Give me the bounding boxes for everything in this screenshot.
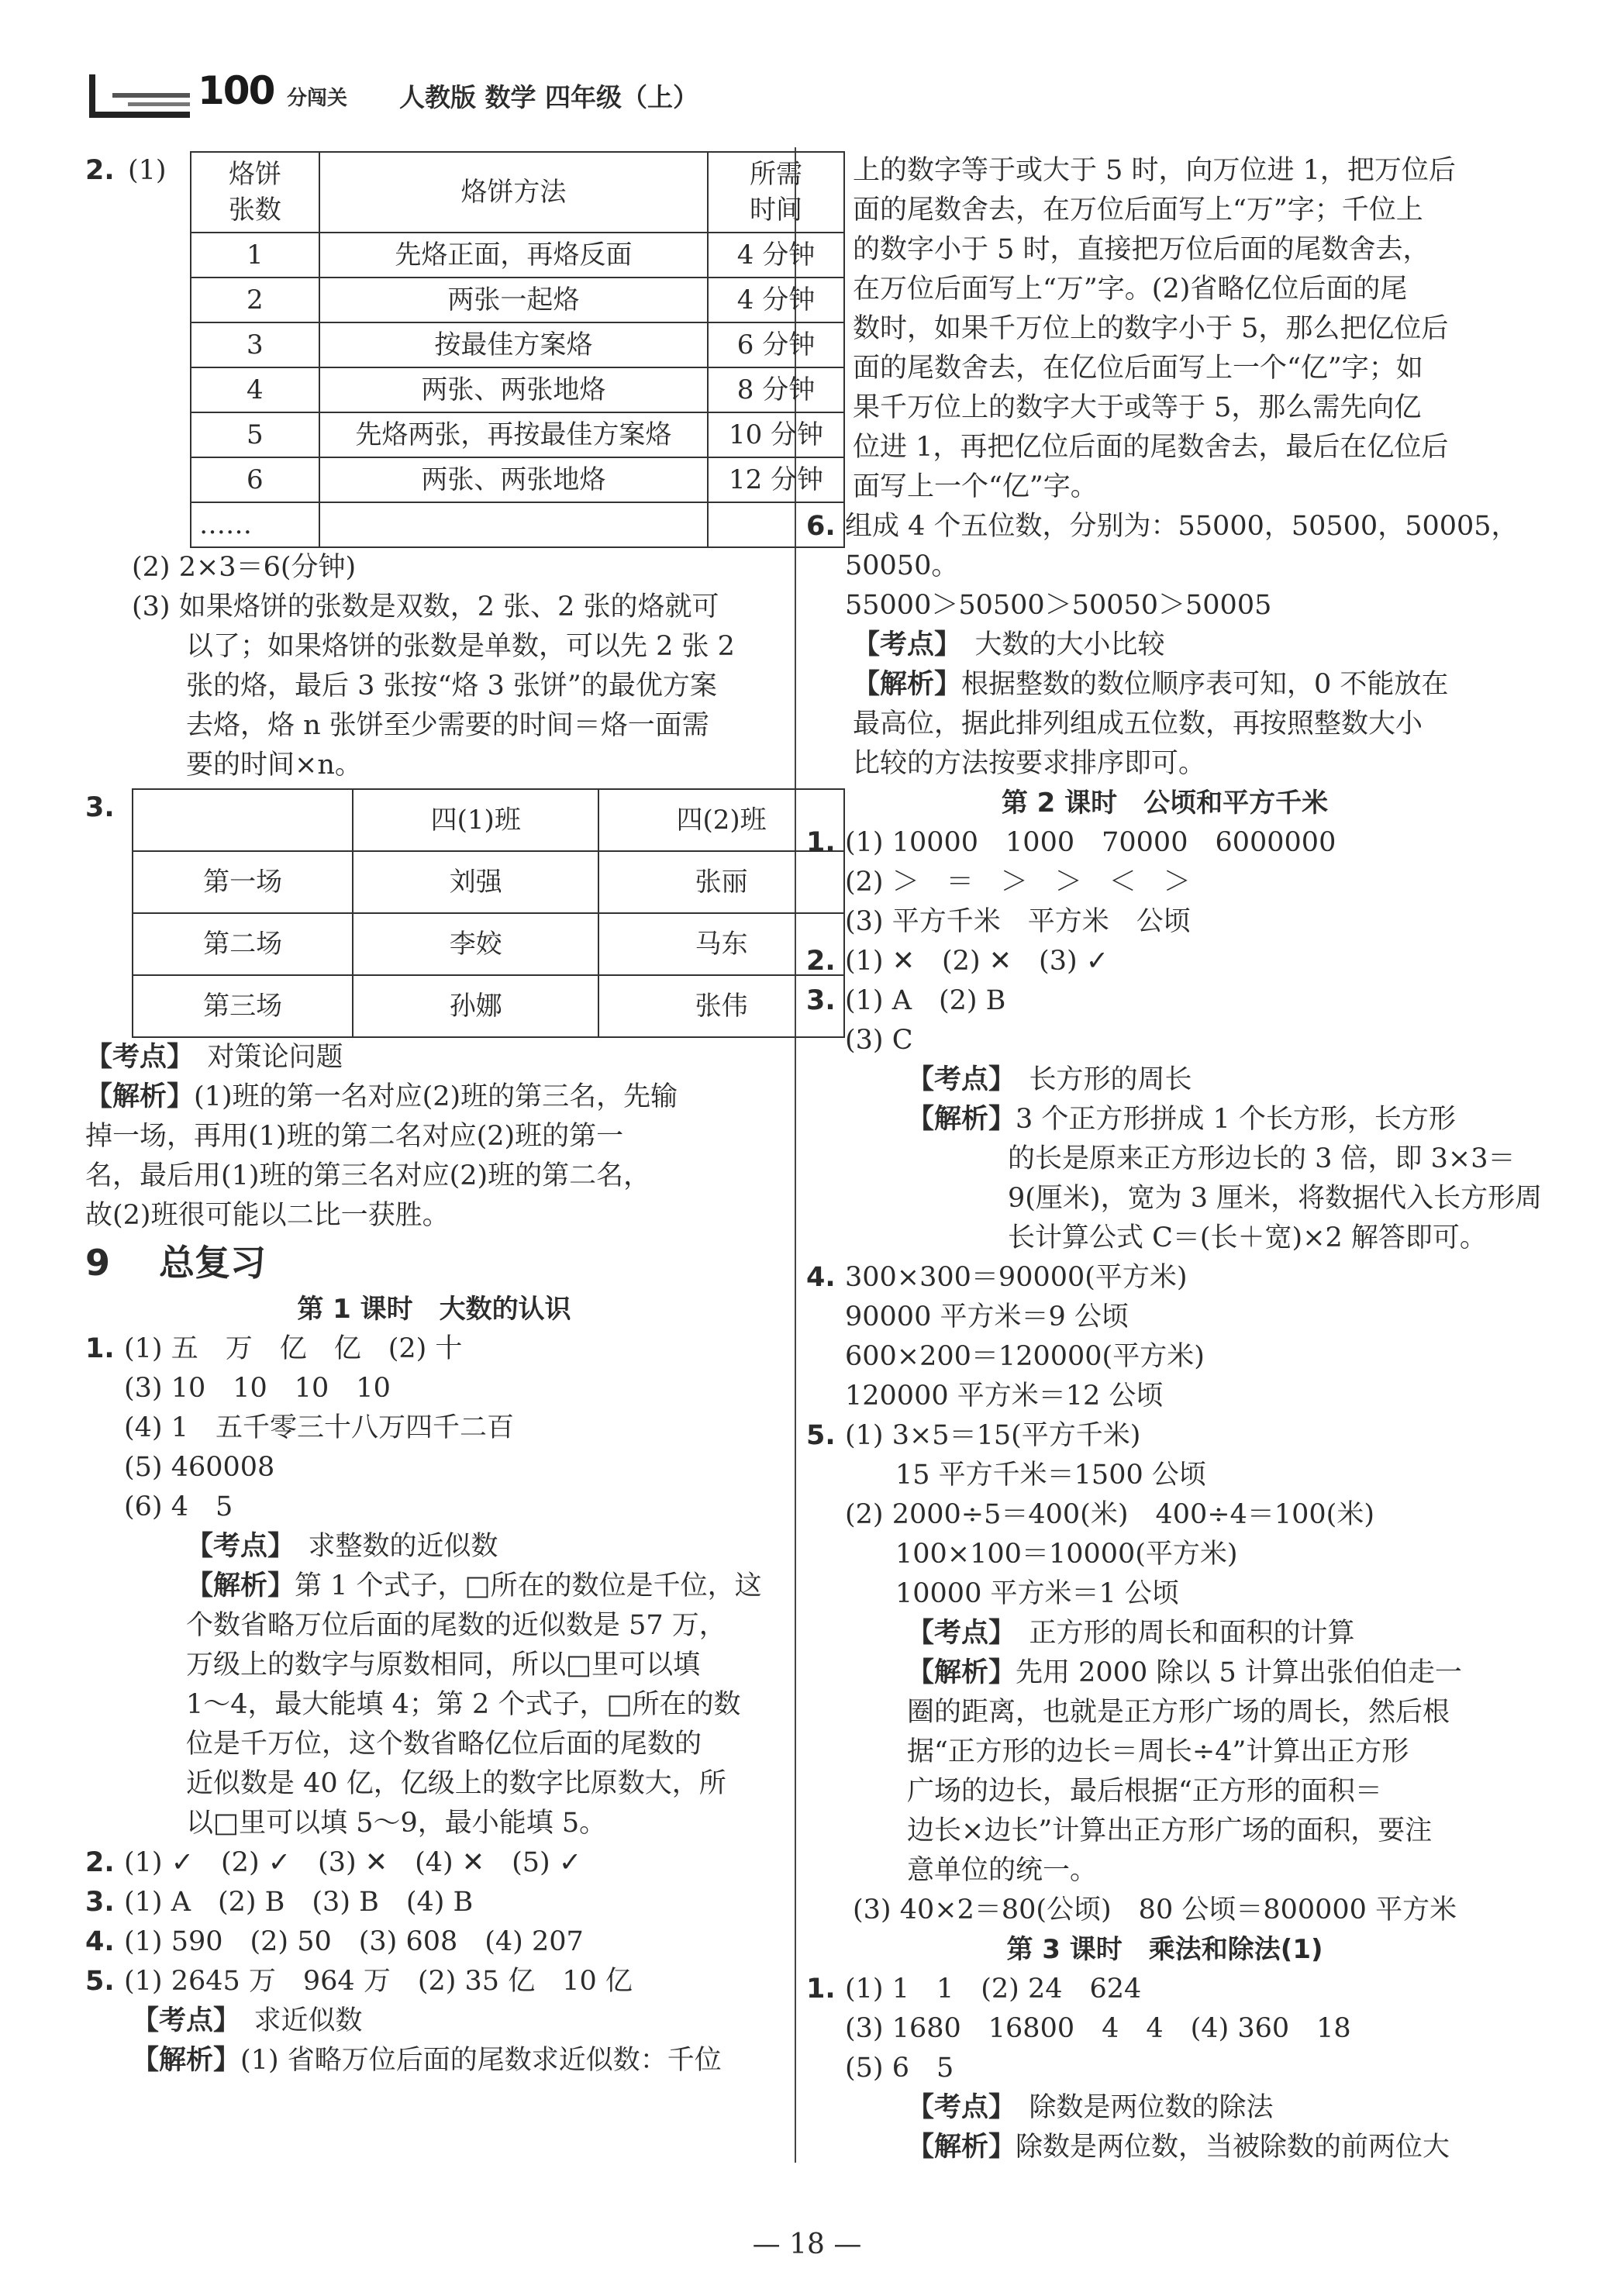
- answer-line: (6) 4 5: [124, 1491, 233, 1522]
- chapter-number: 9: [85, 1242, 111, 1284]
- jiexi-line: 万级上的数字与原数相同，所以□里可以填: [186, 1650, 701, 1681]
- table-cell: 刘强: [353, 851, 598, 913]
- jiexi-text: 根据整数的数位顺序表可知，0 不能放在: [961, 669, 1449, 700]
- table-cell: 5: [191, 412, 319, 457]
- jiexi-paragraph: [85, 1077, 783, 1236]
- table-cell: 8 分钟: [708, 367, 844, 412]
- kaodian-label: 【考点】: [186, 1531, 281, 1562]
- jiexi-label: 【解析】: [907, 1104, 1016, 1135]
- kaodian-label: 【考点】: [853, 629, 948, 660]
- jiexi-line: [806, 1653, 1523, 1693]
- jiexi-line: [85, 2041, 783, 2081]
- answer-line: 15 平方千米＝1500 公顷: [895, 1460, 1206, 1491]
- kaodian-label: 【考点】: [907, 2092, 1002, 2123]
- answer-line: [806, 823, 1523, 863]
- lesson1-q3: [85, 1883, 783, 1922]
- table-header-row: [191, 152, 844, 233]
- lesson-title: 第 2 课时 公顷和平方千米: [1001, 788, 1329, 819]
- table-header-cell: 四(1)班: [353, 789, 598, 851]
- answer-text: 300×300＝90000(平方米): [845, 1262, 1188, 1293]
- table-cell: 李姣: [353, 913, 598, 975]
- jiexi-line: [85, 1077, 783, 1117]
- kaodian-line: [85, 2001, 783, 2041]
- answer-line: (3) C: [845, 1025, 913, 1056]
- table-header-cell: 四(2)班: [598, 789, 844, 851]
- question-number: 6.: [806, 511, 836, 542]
- answer-line: [806, 1416, 1523, 1456]
- kaodian-line: [85, 1038, 783, 1077]
- jiexi-line: 以□里可以填 5～9，最小能填 5。: [186, 1808, 607, 1839]
- text-line: 面的尾数舍去，在万位后面写上“万”字；千位上: [853, 195, 1423, 226]
- answer-line: 600×200＝120000(平方米): [845, 1341, 1205, 1372]
- jiexi-line: 广场的边长，最后根据“正方形的面积＝: [907, 1776, 1382, 1807]
- left-column: [85, 151, 824, 2081]
- answer-line: 100×100＝10000(平方米): [895, 1539, 1238, 1570]
- jiexi-paragraph: [806, 1653, 1523, 1891]
- jiexi-line: 掉一场，再用(1)班的第二名对应(2)班的第一: [85, 1121, 624, 1152]
- jiexi-line: 据“正方形的边长＝周长÷4”计算出正方形: [907, 1736, 1409, 1767]
- question-number: 1.: [806, 827, 836, 858]
- kaodian-line: [85, 1527, 783, 1567]
- lesson-title: 第 1 课时 大数的认识: [297, 1294, 571, 1325]
- kaodian-label: 【考点】: [907, 1618, 1002, 1649]
- chapter-heading: [85, 1236, 783, 1290]
- lesson2-q1: [806, 823, 1523, 942]
- question-2: [85, 151, 824, 548]
- jiexi-line: 1～4，最大能填 4；第 2 个式子，□所在的数: [186, 1689, 741, 1720]
- table-row: [191, 322, 844, 367]
- kaodian-label: 【考点】: [85, 1042, 181, 1073]
- question-number: 1.: [85, 1333, 115, 1364]
- answer-line: 50050。: [845, 550, 959, 581]
- answer-line: 要的时间×n。: [186, 750, 362, 781]
- jiexi-line: 最高位，据此排列组成五位数，再按照整数大小: [853, 708, 1423, 739]
- table-cell: 按最佳方案烙: [319, 322, 708, 367]
- logo-subtitle: 分闯关: [287, 87, 348, 110]
- kaodian-label: 【考点】: [907, 1064, 1002, 1095]
- jiexi-line: 位是千万位，这个数省略亿位后面的尾数的: [186, 1729, 702, 1760]
- lesson1-q1: [85, 1329, 783, 1527]
- answer-text: (1) A (2) B (3) B (4) B: [124, 1887, 474, 1918]
- answer-text: (1) 1 1 (2) 24 624: [845, 1974, 1142, 2005]
- text-line: 果千万位上的数字大于或等于 5，那么需先向亿: [853, 392, 1422, 423]
- question-number: 5.: [85, 1966, 115, 1997]
- text-line: 面写上一个“亿”字。: [853, 471, 1098, 502]
- jiexi-line: 故(2)班很可能以二比一获胜。: [85, 1200, 450, 1231]
- jiexi-label: 【解析】: [907, 1657, 1016, 1688]
- question-number: 3.: [806, 985, 836, 1016]
- answer-line: (5) 6 5: [845, 2053, 954, 2084]
- answer-line: [806, 507, 1523, 546]
- question-number: 1.: [806, 1974, 836, 2005]
- table-cell: 4 分钟: [708, 233, 844, 278]
- text-line: 的数字小于 5 时，直接把万位后面的尾数舍去，: [853, 234, 1430, 265]
- kaodian-label: 【考点】: [132, 2005, 227, 2036]
- answer-line: 以了；如果烙饼的张数是单数，可以先 2 张 2: [186, 631, 735, 662]
- kaodian-text: 求整数的近似数: [308, 1531, 498, 1562]
- jiexi-text: 除数是两位数，当被除数的前两位大: [1016, 2132, 1450, 2163]
- answer-line: (3) 1680 16800 4 4 (4) 360 18: [845, 2013, 1351, 2044]
- kaodian-text: 除数是两位数的除法: [1029, 2092, 1274, 2123]
- text-line: 上的数字等于或大于 5 时，向万位进 1，把万位后: [853, 155, 1456, 186]
- table-header-cell: 所需 时间: [708, 152, 844, 233]
- right-column: [806, 151, 1543, 2167]
- table-cell: 6: [191, 457, 319, 502]
- lesson2-q3: [806, 981, 1523, 1060]
- table-cell: 两张、两张地烙: [319, 367, 708, 412]
- jiexi-text: 3 个正方形拼成 1 个长方形，长方形: [1016, 1104, 1456, 1135]
- jiexi-line: 近似数是 40 亿，亿级上的数字比原数大，所: [186, 1768, 726, 1799]
- jiexi-line: 边长×边长”计算出正方形广场的面积，要注: [907, 1815, 1433, 1846]
- answer-line: (3) 如果烙饼的张数是双数，2 张、2 张的烙就可: [132, 591, 719, 622]
- table-cell: 张伟: [598, 975, 844, 1037]
- text-line: 面的尾数舍去，在亿位后面写上一个“亿”字；如: [853, 353, 1423, 384]
- answer-line: [806, 1258, 1523, 1298]
- continued-paragraph: [806, 151, 1523, 507]
- question-3: [85, 788, 783, 1038]
- answer-line: (2) 2000÷5＝400(米) 400÷4＝100(米): [845, 1499, 1374, 1530]
- table-cell: 先烙两张，再按最佳方案烙: [319, 412, 708, 457]
- lesson1-q5: [85, 1962, 783, 2001]
- table-cell: 第一场: [133, 851, 353, 913]
- text-line: 位进 1，再把亿位后面的尾数舍去，最后在亿位后: [853, 432, 1449, 463]
- jiexi-line: [806, 665, 1523, 705]
- kaodian-text: 长方形的周长: [1029, 1064, 1192, 1095]
- table-cell: 两张一起烙: [319, 278, 708, 322]
- table-cell: 孙娜: [353, 975, 598, 1037]
- jiexi-paragraph: [806, 665, 1523, 784]
- question-number: 3.: [85, 1887, 115, 1918]
- table-cell: 张丽: [598, 851, 844, 913]
- lesson2-q2: [806, 942, 1523, 981]
- question-number: 4.: [806, 1262, 836, 1293]
- answer-line: 10000 平方米＝1 公顷: [895, 1578, 1179, 1609]
- question-number: 3.: [85, 792, 115, 823]
- table-cell: 2: [191, 278, 319, 322]
- table-row: [191, 233, 844, 278]
- jiexi-text: 第 1 个式子，□所在的数位是千位，这: [295, 1570, 762, 1601]
- answer-line: 120000 平方米＝12 公顷: [845, 1381, 1164, 1412]
- table-cell: [319, 502, 708, 547]
- answer-text: 组成 4 个五位数，分别为：55000，50500，50005，: [845, 511, 1519, 542]
- jiexi-line: [806, 2128, 1523, 2167]
- answer-text: (1) 五 万 亿 亿 (2) 十: [124, 1333, 463, 1364]
- question-number: 5.: [806, 1420, 836, 1451]
- jiexi-paragraph: [806, 1100, 1543, 1258]
- jiexi-line: 名，最后用(1)班的第三名对应(2)班的第二名，: [85, 1160, 651, 1191]
- jiexi-line: 个数省略万位后面的尾数的近似数是 57 万，: [186, 1610, 726, 1641]
- jiexi-label: 【解析】: [132, 2045, 241, 2076]
- table-cell: 3: [191, 322, 319, 367]
- lesson-title: 第 3 课时 乘法和除法(1): [1006, 1934, 1323, 1965]
- answer-text: (1) ✕ (2) ✕ (3) ✓: [845, 946, 1109, 977]
- answer-text: (1) 590 (2) 50 (3) 608 (4) 207: [124, 1926, 584, 1957]
- table-row: [191, 457, 844, 502]
- jiexi-paragraph: [85, 1567, 783, 1843]
- table-row: [133, 851, 844, 913]
- answer-text: (1) 2645 万 964 万 (2) 35 亿 10 亿: [124, 1966, 633, 1997]
- pancake-table: [190, 151, 845, 548]
- jiexi-line: 9(厘米)，宽为 3 厘米，将数据代入长方形周: [1008, 1183, 1543, 1214]
- jiexi-label: 【解析】: [186, 1570, 295, 1601]
- table-cell: 第二场: [133, 913, 353, 975]
- answer-line: (3) 40×2＝80(公顷) 80 公顷＝800000 平方米: [853, 1894, 1457, 1925]
- jiexi-line: 比较的方法按要求排序即可。: [853, 748, 1206, 779]
- page-number: — 18 —: [752, 2229, 862, 2260]
- answer-line: [806, 981, 1523, 1021]
- jiexi-text: (1) 省略万位后面的尾数求近似数：千位: [240, 2045, 722, 2076]
- answer-line: (4) 1 五千零三十八万四千二百: [124, 1412, 514, 1443]
- table-row: [191, 367, 844, 412]
- answer-line: 55000＞50500＞50050＞50005: [845, 590, 1272, 621]
- page-header: [89, 68, 698, 124]
- kaodian-line: [806, 1060, 1523, 1100]
- table-cell: 先烙正面，再烙反面: [319, 233, 708, 278]
- jiexi-label: 【解析】: [85, 1081, 195, 1112]
- table-row: [133, 913, 844, 975]
- question-number: 2.: [85, 1847, 115, 1878]
- lesson2-q4: [806, 1258, 1523, 1416]
- answer-line: (2) ＞ ＝ ＞ ＞ ＜ ＞: [845, 867, 1191, 898]
- kaodian-text: 正方形的周长和面积的计算: [1029, 1618, 1355, 1649]
- kaodian-line: [806, 1614, 1523, 1653]
- table-cell: 马东: [598, 913, 844, 975]
- answer-line: 张的烙，最后 3 张按“烙 3 张饼”的最优方案: [186, 671, 717, 702]
- lesson2-q5: [806, 1416, 1523, 1614]
- jiexi-label: 【解析】: [907, 2132, 1016, 2163]
- answer-line: 去烙，烙 n 张饼至少需要的时间＝烙一面需: [186, 710, 709, 741]
- question-number: 2.: [806, 946, 836, 977]
- sub-question-label: (1): [128, 155, 167, 186]
- table-cell: 4: [191, 367, 319, 412]
- text-line: 在万位后面写上“万”字。(2)省略亿位后面的尾: [853, 274, 1408, 305]
- table-cell: 10 分钟: [708, 412, 844, 457]
- table-header-cell: [133, 789, 353, 851]
- jiexi-line: 的长是原来正方形边长的 3 倍，即 3×3＝: [1008, 1143, 1516, 1174]
- lesson3-q1: [806, 1970, 1523, 2088]
- table-cell: 两张、两张地烙: [319, 457, 708, 502]
- answer-text: (1) 10000 1000 70000 6000000: [845, 827, 1336, 858]
- question-number: 2.: [85, 155, 115, 186]
- answer-paragraph: [85, 588, 783, 785]
- answer-line: (3) 平方千米 平方米 公顷: [845, 906, 1191, 937]
- jiexi-line: 圈的距离，也就是正方形广场的周长，然后根: [907, 1697, 1450, 1728]
- table-row: [133, 975, 844, 1037]
- table-row: [191, 278, 844, 322]
- kaodian-text: 对策论问题: [207, 1042, 343, 1073]
- answer-text: (1) ✓ (2) ✓ (3) ✕ (4) ✕ (5) ✓: [124, 1847, 582, 1878]
- table-cell: 6 分钟: [708, 322, 844, 367]
- jiexi-line: 长计算公式 C＝(长＋宽)×2 解答即可。: [1008, 1222, 1487, 1253]
- table-header-cell: 烙饼方法: [319, 152, 708, 233]
- table-cell: 1: [191, 233, 319, 278]
- kaodian-text: 求近似数: [253, 2005, 363, 2036]
- logo-text: 100: [198, 68, 274, 113]
- table-cell: 第三场: [133, 975, 353, 1037]
- answer-line: (2) 2×3＝6(分钟): [132, 552, 357, 583]
- match-table: [132, 788, 845, 1038]
- answer-line: [85, 1329, 783, 1369]
- table-header-cell: 烙饼 张数: [191, 152, 319, 233]
- lesson1-q4: [85, 1922, 783, 1962]
- jiexi-label: 【解析】: [853, 669, 962, 700]
- answer-line: [806, 1970, 1523, 2009]
- book-title: 人教版 数学 四年级（上）: [399, 82, 698, 112]
- question-6: [806, 507, 1523, 626]
- jiexi-text: (1)班的第一名对应(2)班的第三名，先输: [194, 1081, 678, 1112]
- answer-line: 90000 平方米＝9 公顷: [845, 1301, 1129, 1332]
- jiexi-line: [85, 1567, 783, 1606]
- answer-line: (3) 10 10 10 10: [124, 1373, 391, 1404]
- text-line: 数时，如果千万位上的数字小于 5，那么把亿位后: [853, 313, 1449, 344]
- table-row: [191, 502, 844, 547]
- table-row: [191, 412, 844, 457]
- answer-text: (1) 3×5＝15(平方千米): [845, 1420, 1141, 1451]
- lesson1-q2: [85, 1843, 783, 1883]
- question-number: 4.: [85, 1926, 115, 1957]
- table-header-row: [133, 789, 844, 851]
- chapter-title: 总复习: [159, 1242, 266, 1284]
- jiexi-line: 意单位的统一。: [907, 1855, 1098, 1886]
- answer-line: (5) 460008: [124, 1452, 275, 1483]
- jiexi-line: [806, 1100, 1523, 1139]
- jiexi-text: 先用 2000 除以 5 计算出张伯伯走一: [1016, 1657, 1462, 1688]
- table-cell: 4 分钟: [708, 278, 844, 322]
- table-cell: ……: [191, 502, 319, 547]
- kaodian-line: [806, 2088, 1523, 2128]
- answer-text: (1) A (2) B: [845, 985, 1006, 1016]
- kaodian-line: [806, 626, 1523, 665]
- kaodian-text: 大数的大小比较: [974, 629, 1165, 660]
- table-cell: 12 分钟: [708, 457, 844, 502]
